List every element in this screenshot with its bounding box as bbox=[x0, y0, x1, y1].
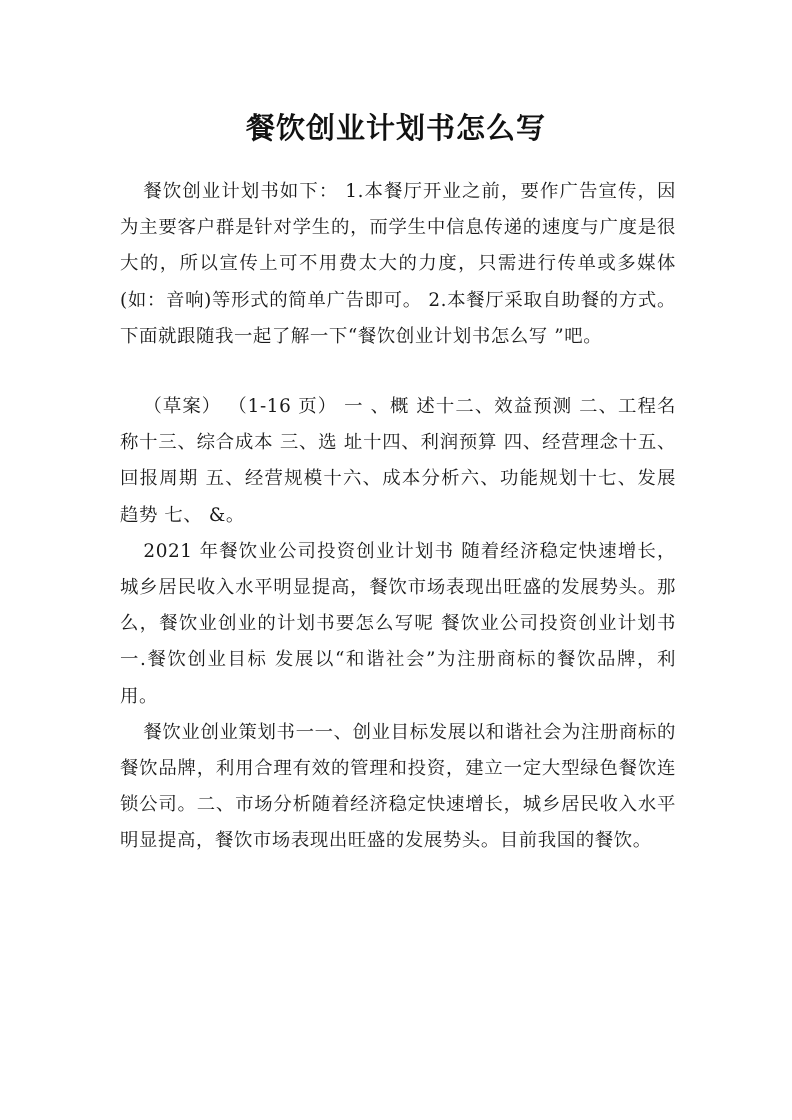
document-body bbox=[120, 174, 676, 860]
paragraph-outline: （草案） （1-16 页） 一 、概 述十二、效益预测 二、工程名称十三、综合成本 三、选 址十四、利润预算 四、经营理念十五、回报周期 五、经营规模十六、成本分析六、功能规划十七、发展趋势 七、 &。 bbox=[120, 396, 676, 526]
paragraph-strategy: 餐饮业创业策划书一一、创业目标发展以和谐社会为注册商标的餐饮品牌，利用合理有效的管理和投资，建立一定大型绿色餐饮连锁公司。二、市场分析随着经济稳定快速增长，城乡居民收入水平明显提高，餐饮市场表现出旺盛的发展势头。目前我国的餐饮。 bbox=[120, 721, 676, 852]
paragraph-2021-plan: 2021 年餐饮业公司投资创业计划书 随着经济稳定快速增长，城乡居民收入水平明显提高，餐饮市场表现出旺盛的发展势头。那么，餐饮业创业的计划书要怎么写呢 餐饮业公司投资创业计划书一.餐饮创业目标 发展以“和谐社会”为注册商标的餐饮品牌，利用。 bbox=[120, 540, 676, 707]
paragraph-intro: 餐饮创业计划书如下： 1.本餐厅开业之前，要作广告宣传，因为主要客户群是针对学生的，而学生中信息传递的速度与广度是很大的，所以宣传上可不用费太大的力度，只需进行传单或多媒体(如：音响)等形式的简单广告即可。 2.本餐厅采取自助餐的方式。下面就跟随我一起了解一下“餐饮创业计划书怎么写 ”吧。 bbox=[120, 181, 676, 347]
document-title: 餐饮创业计划书怎么写 bbox=[245, 111, 546, 145]
